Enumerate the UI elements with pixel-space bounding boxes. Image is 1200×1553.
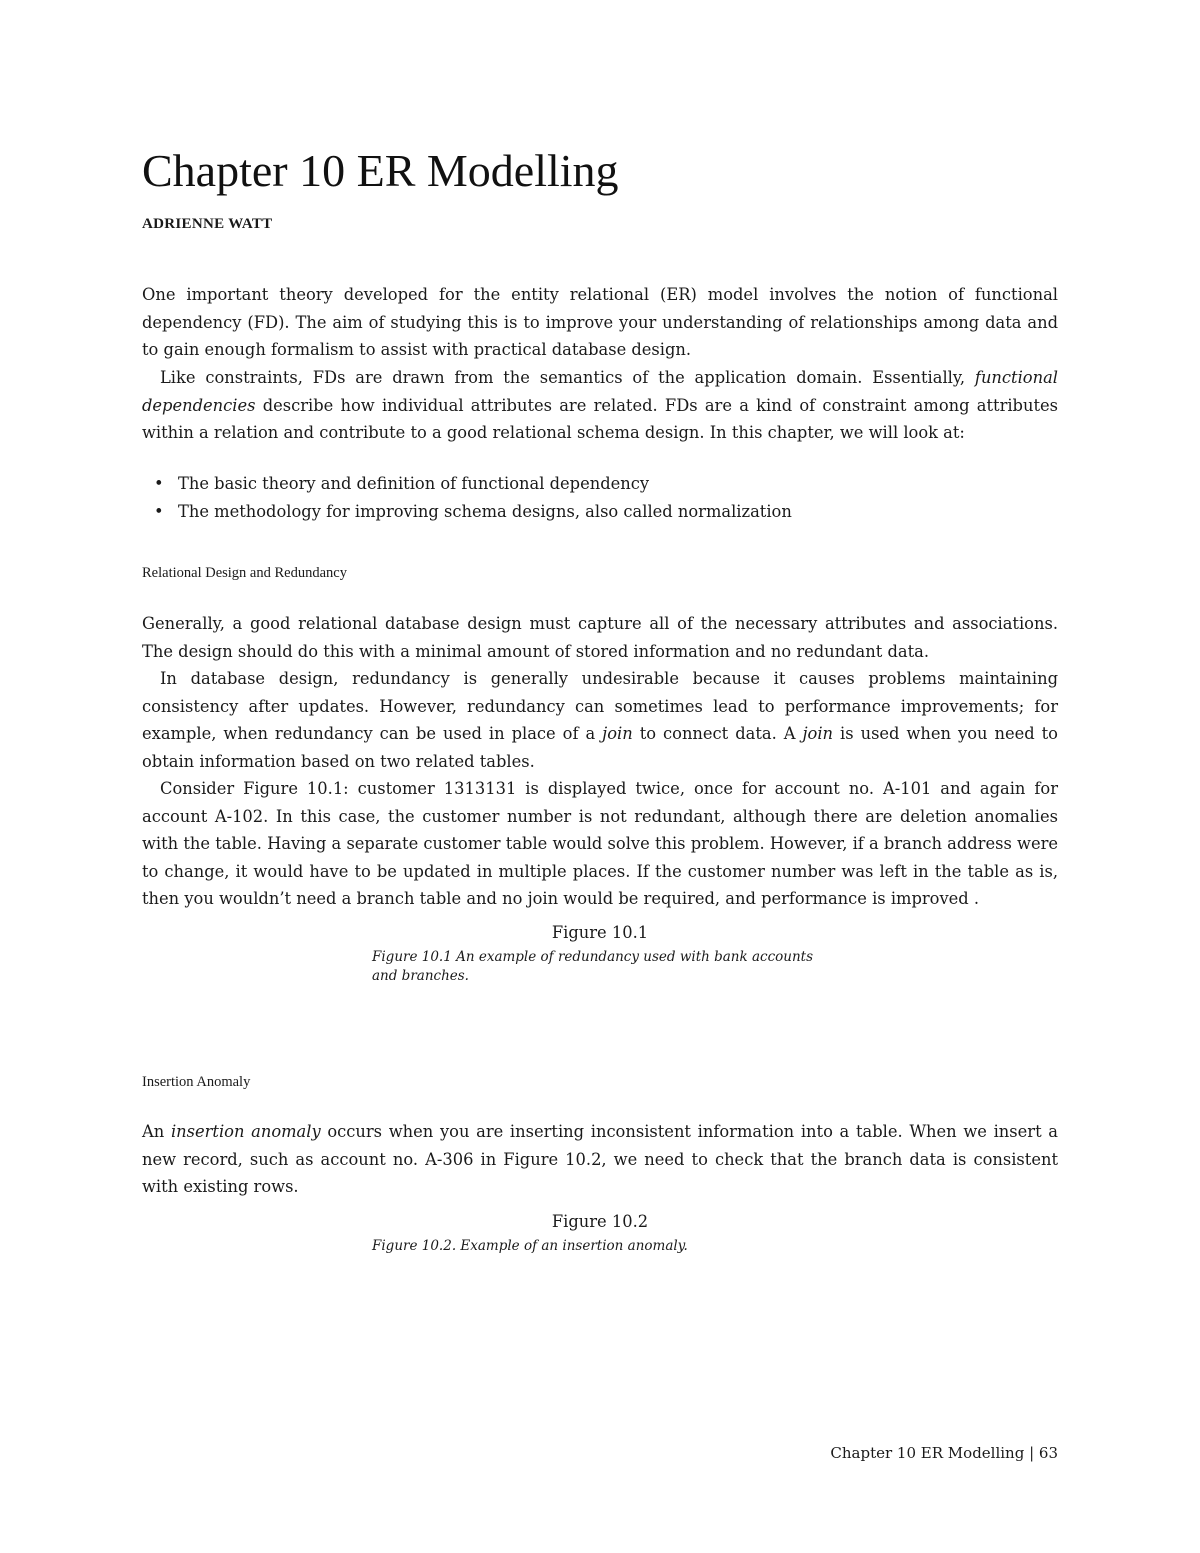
intro-paragraph-1: One important theory developed for the entity relational (ER) model involves the notion of functional dependency (FD). The aim of studying this is to improve your understanding of relationships among data and to gain enough formalism to assist with practical database design. [142,285,1058,359]
join-emphasis: join [602,724,633,743]
list-item-text: The methodology for improving schema designs, also called normalization [178,502,792,521]
insertion-anomaly-paragraph [142,1118,1058,1201]
chapter-title: Chapter 10 ER Modelling [142,145,619,196]
figure-10-1-label: Figure 10.1 [551,923,649,942]
figure-10-1-caption: Figure 10.1 An example of redundancy used with bank accounts and branches. [372,949,814,984]
insertion-anomaly-emphasis: insertion anomaly [170,1122,321,1141]
paragraph-text: occurs when you are inserting inconsistent information into a table. When we insert a new record, such as account no. A-306 in Figure 10.2, we need to check that the branch data is consistent with existing rows. [142,1122,1059,1196]
list-item-text: The basic theory and definition of functional dependency [178,474,650,493]
bullet-icon: • [154,474,164,493]
paragraph-text: is used when you need to obtain information based on two related tables. [142,724,1058,771]
page [142,0,1058,1553]
intro-paragraph-2 [142,364,1058,447]
intro-emphasis: functional dependencies [142,368,1058,415]
paragraph-text: An [142,1122,171,1141]
redundancy-paragraph-3: Consider Figure 10.1: customer 1313131 is displayed twice, once for account no. A-101 and again for account A-102. In this case, the customer number is not redundant, although there are deletion anomalies with the table. Having a separate customer table would solve this problem. However, if a branch address were to change, it would have to be updated in multiple places. If the customer number was left in the table as is, then you wouldn’t need a branch table and no join would be required, and performance is improved . [142,779,1058,908]
bullet-icon: • [154,502,164,521]
paragraph-text: to connect data. A [632,724,803,743]
join-emphasis: join [802,724,834,743]
intro-text: Like constraints, FDs are drawn from the semantics of the application domain. Essentially, [160,368,975,387]
section-heading-insertion-anomaly: Insertion Anomaly [142,1074,251,1090]
redundancy-paragraph-2 [142,665,1058,775]
page-footer: Chapter 10 ER Modelling | 63 [830,1444,1058,1462]
section-heading-redundancy: Relational Design and Redundancy [142,565,347,581]
list-item [142,470,1058,498]
redundancy-paragraph-1: Generally, a good relational database design must capture all of the necessary attributes and associations. The design should do this with a minimal amount of stored information and no redundant data. [142,614,1058,661]
bullet-list [142,470,1058,526]
list-item [142,498,1058,526]
figure-10-2-label: Figure 10.2 [551,1212,649,1231]
paragraph-text: In database design, redundancy is generally undesirable because it causes problems maintaining consistency after updates. However, redundancy can sometimes lead to performance improvements; for example, when redundancy can be used in place of a [142,669,1058,743]
figure-10-2-caption: Figure 10.2. Example of an insertion anomaly. [372,1238,688,1254]
intro-text: describe how individual attributes are related. FDs are a kind of constraint among attributes within a relation and contribute to a good relational schema design. In this chapter, we will look at: [142,395,1058,442]
author-name: ADRIENNE WATT [142,216,273,232]
